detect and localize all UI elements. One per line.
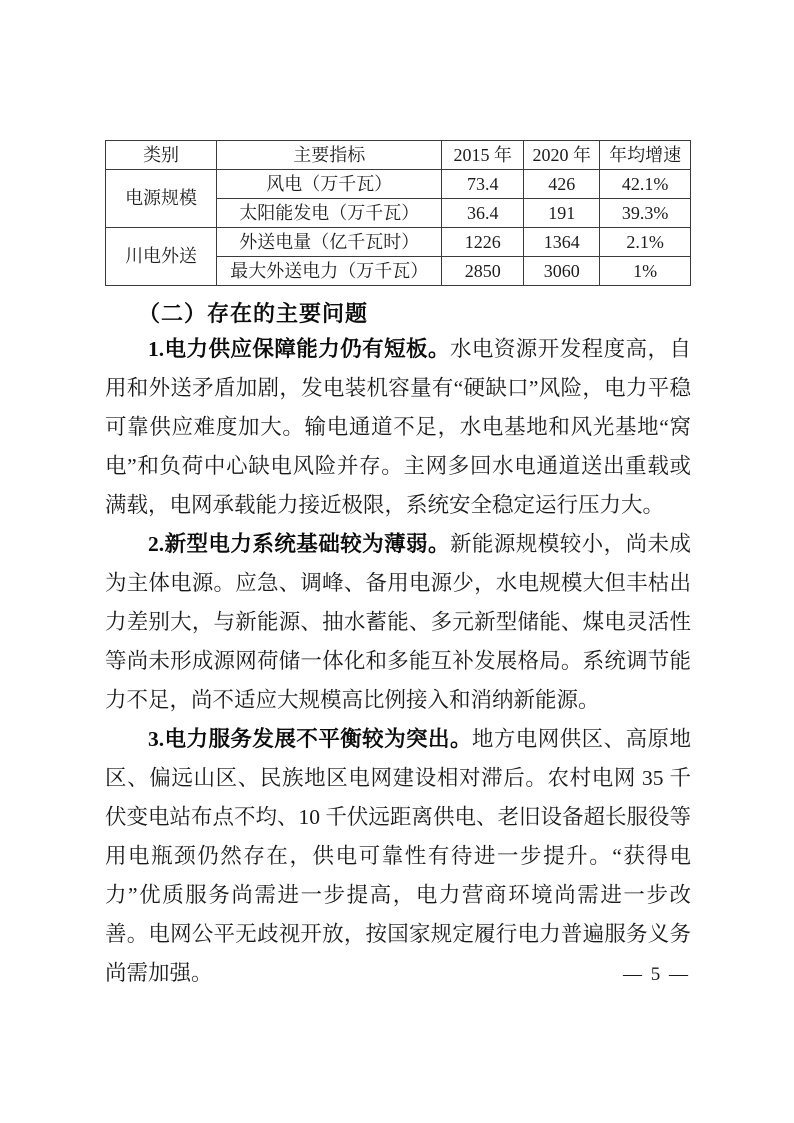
- col-header-2020: 2020 年: [524, 141, 600, 170]
- table-header-row: [106, 141, 691, 170]
- growth-cell: 42.1%: [600, 170, 691, 199]
- paragraph-1-body: 水电资源开发程度高，自用和外送矛盾加剧，发电装机容量有“硬缺口”风险，电力平稳可靠供应难度加大。输电通道不足，水电基地和风光基地“窝电”和负荷中心缺电风险并存。主网多回水电通道送出重载或满载，电网承载能力接近极限，系统安全稳定运行压力大。: [105, 337, 691, 517]
- paragraph-1-lead: 1.电力供应保障能力仍有短板。: [148, 337, 450, 361]
- indicator-cell: 风电（万千瓦）: [217, 170, 442, 199]
- section-heading: （二）存在的主要问题: [138, 301, 369, 326]
- category-cell-power-scale: 电源规模: [106, 170, 217, 228]
- paragraph-3: [105, 720, 691, 993]
- col-header-category: 类别: [106, 141, 217, 170]
- col-header-indicator: 主要指标: [217, 141, 442, 170]
- col-header-2015: 2015 年: [442, 141, 524, 170]
- value-2020-cell: 3060: [524, 257, 600, 286]
- indicator-cell: 外送电量（亿千瓦时）: [217, 228, 442, 257]
- value-2015-cell: 2850: [442, 257, 524, 286]
- growth-cell: 39.3%: [600, 199, 691, 228]
- col-header-growth: 年均增速: [600, 141, 691, 170]
- indicator-cell: 太阳能发电（万千瓦）: [217, 199, 442, 228]
- value-2020-cell: 426: [524, 170, 600, 199]
- paragraph-2: [105, 525, 691, 720]
- paragraph-1: [105, 330, 691, 525]
- growth-cell: 2.1%: [600, 228, 691, 257]
- value-2015-cell: 1226: [442, 228, 524, 257]
- table-row: [106, 170, 691, 199]
- value-2020-cell: 191: [524, 199, 600, 228]
- paragraph-2-body: 新能源规模较小，尚未成为主体电源。应急、调峰、备用电源少，水电规模大但丰枯出力差别大，与新能源、抽水蓄能、多元新型储能、煤电灵活性等尚未形成源网荷储一体化和多能互补发展格局。系统调节能力不足，尚不适应大规模高比例接入和消纳新能源。: [105, 532, 691, 712]
- table-row: [106, 228, 691, 257]
- paragraph-3-lead: 3.电力服务发展不平衡较为突出。: [148, 727, 472, 751]
- page-number: — 5 —: [623, 964, 690, 985]
- value-2020-cell: 1364: [524, 228, 600, 257]
- paragraph-3-body: 地方电网供区、高原地区、偏远山区、民族地区电网建设相对滞后。农村电网 35 千伏变电站布点不均、10 千伏远距离供电、老旧设备超长服役等用电瓶颈仍然存在，供电可靠性有待进一步提升。“获得电力”优质服务尚需进一步提高，电力营商环境尚需进一步改善。电网公平无歧视开放，按国家规定履行电力普遍服务义务尚需加强。: [105, 727, 691, 985]
- category-cell-power-export: 川电外送: [106, 228, 217, 286]
- value-2015-cell: 36.4: [442, 199, 524, 228]
- indicator-cell: 最大外送电力（万千瓦）: [217, 257, 442, 286]
- growth-cell: 1%: [600, 257, 691, 286]
- indicators-table: [105, 140, 691, 286]
- document-content: [105, 140, 691, 993]
- value-2015-cell: 73.4: [442, 170, 524, 199]
- paragraph-2-lead: 2.新型电力系统基础较为薄弱。: [148, 532, 450, 556]
